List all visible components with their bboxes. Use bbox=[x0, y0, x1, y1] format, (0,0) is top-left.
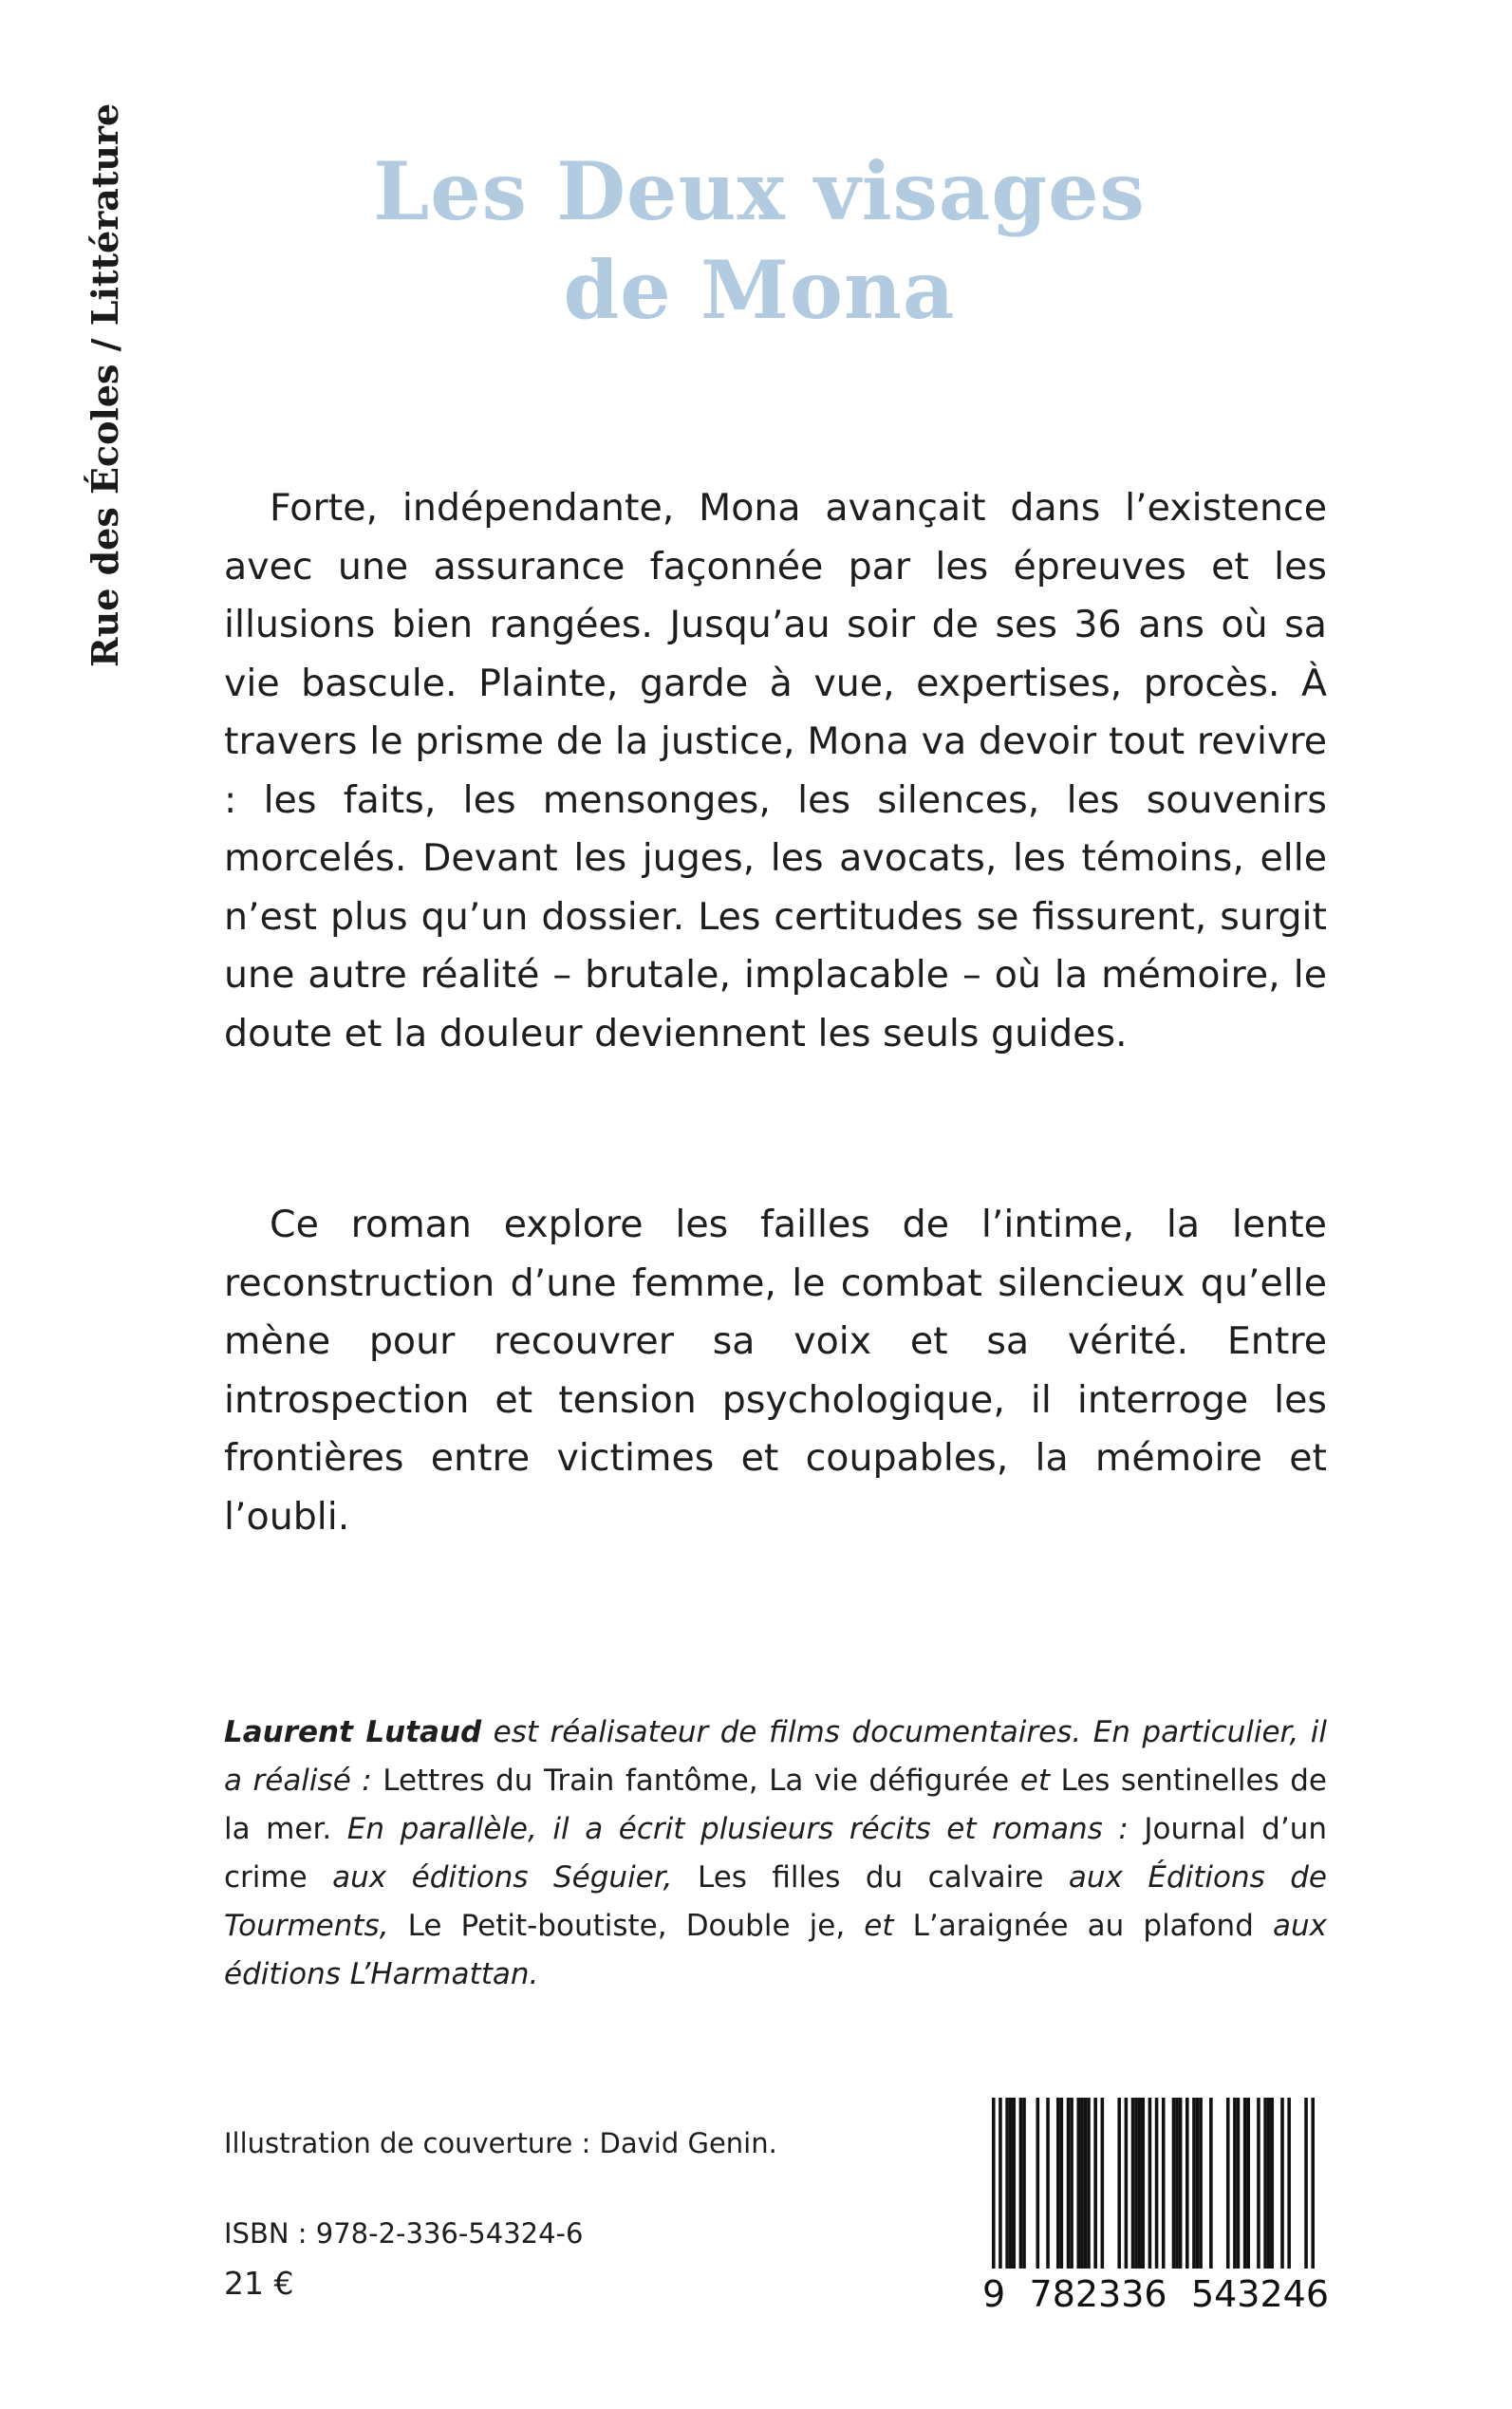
price: 21 € bbox=[224, 2265, 294, 2302]
barcode-bar bbox=[999, 2098, 1002, 2269]
barcode-bar bbox=[1125, 2098, 1129, 2269]
barcode-bar bbox=[1257, 2098, 1260, 2269]
author-bio bbox=[224, 1709, 1327, 1999]
barcode-digit-group: 543246 bbox=[1190, 2273, 1329, 2315]
barcode-bar bbox=[1185, 2098, 1189, 2269]
barcode-bar bbox=[1046, 2098, 1050, 2269]
barcode-bar bbox=[1155, 2098, 1159, 2269]
synopsis-paragraph-2: Ce roman explore les failles de l’intime, la lente reconstruction d’une femme, le combat silencieux qu’elle mène pour recouvrer sa voix et sa vérité. Entre introspection et tension psychologique, il interroge les frontières entre victimes et coupables, la mémoire et l’oubli. bbox=[224, 1203, 1327, 1539]
barcode-digits bbox=[982, 2273, 1329, 2315]
barcode-bar bbox=[1175, 2098, 1179, 2269]
barcode-bar bbox=[1280, 2098, 1284, 2269]
barcode-bar bbox=[1019, 2098, 1023, 2269]
barcode-bar bbox=[1138, 2098, 1142, 2269]
work-title: L’araignée au plafond bbox=[912, 1909, 1273, 1943]
collection-name: Rue des Écoles / Littérature bbox=[84, 103, 126, 667]
work-title: Les sentinelles de la mer. bbox=[224, 1764, 1327, 1846]
barcode-bar bbox=[1131, 2098, 1135, 2269]
author-name: Laurent Lutaud bbox=[224, 1715, 482, 1749]
isbn: ISBN : 978-2-336-54324-6 bbox=[224, 2217, 584, 2250]
illustration-credit: Illustration de couverture : David Genin. bbox=[224, 2127, 777, 2159]
barcode-bar bbox=[1226, 2098, 1230, 2269]
barcode-bar bbox=[1270, 2098, 1274, 2269]
barcode-bar bbox=[1263, 2098, 1267, 2269]
book-title bbox=[228, 142, 1291, 340]
barcode-bar bbox=[1134, 2098, 1138, 2269]
work-title: Lettres du Train fantôme, La vie défigurée bbox=[383, 1764, 1020, 1798]
author-bio-segment: est réalisateur de films documentaires. En particulier, il a réalisé : bbox=[224, 1715, 1327, 1798]
work-title: Les filles du calvaire bbox=[697, 1860, 1069, 1895]
barcode-bar bbox=[1060, 2098, 1064, 2269]
barcode-bar bbox=[1080, 2098, 1084, 2269]
barcode-bar bbox=[1084, 2098, 1088, 2269]
synopsis-paragraph-1: Forte, indépendante, Mona avançait dans l’existence avec une assurance façonnée par les épreuves et les illusions bien rangées. Jusqu’au soir de ses 36 ans où sa vie bascule. Plainte, garde à vue, expertises, procès. À travers le prisme de la justice, Mona va devoir tout revivre : les faits, les mensonges, les silences, les souvenirs morcelés. Devant les juges, les avocats, les témoins, elle n’est plus qu’un dossier. Les certitudes se fissurent, surgit une autre réalité – brutale, implacable – où la mémoire, le doute et la douleur deviennent les seuls guides. bbox=[224, 486, 1327, 1055]
author-bio-segment: et bbox=[864, 1909, 913, 1943]
barcode-bar bbox=[1233, 2098, 1237, 2269]
barcode-bar bbox=[1101, 2098, 1105, 2269]
barcode-bar bbox=[1036, 2098, 1040, 2269]
barcode-bar bbox=[1209, 2098, 1213, 2269]
barcode-bar bbox=[1287, 2098, 1291, 2269]
barcode-bar bbox=[1267, 2098, 1271, 2269]
barcode-bar bbox=[992, 2098, 996, 2269]
barcode-bar bbox=[1246, 2098, 1250, 2269]
barcode-digit-group: 9 bbox=[982, 2273, 1006, 2315]
barcode-bar bbox=[1117, 2098, 1121, 2269]
author-bio-segment: et bbox=[1019, 1764, 1061, 1798]
work-title: Le Petit-boutiste, Double je, bbox=[407, 1909, 865, 1943]
author-bio-segment: En parallèle, il a écrit plusieurs récits et romans : bbox=[346, 1812, 1145, 1846]
book-title-line-2: de Mona bbox=[563, 243, 956, 337]
barcode-bar bbox=[1237, 2098, 1241, 2269]
barcode-bar bbox=[1311, 2098, 1315, 2269]
barcode-bar bbox=[1067, 2098, 1071, 2269]
barcode-bar bbox=[1093, 2098, 1097, 2269]
author-bio-segment: aux éditions L’Harmattan. bbox=[224, 1909, 1327, 1991]
barcode-bar bbox=[1076, 2098, 1080, 2269]
barcode-bar bbox=[1196, 2098, 1200, 2269]
work-title: Journal d’un crime bbox=[224, 1812, 1327, 1895]
barcode-bars bbox=[992, 2098, 1315, 2269]
author-bio-segment: aux éditions Séguier, bbox=[332, 1860, 698, 1895]
barcode-bar bbox=[1243, 2098, 1247, 2269]
book-title-line-1: Les Deux visages bbox=[373, 144, 1146, 238]
barcode-bar bbox=[1056, 2098, 1060, 2269]
barcode-bar bbox=[1179, 2098, 1183, 2269]
barcode-digit-group: 782336 bbox=[1029, 2273, 1167, 2315]
barcode-bar bbox=[1005, 2098, 1009, 2269]
barcode-bar bbox=[1012, 2098, 1016, 2269]
barcode bbox=[982, 2088, 1329, 2325]
spine-collection bbox=[49, 104, 125, 685]
barcode-bar bbox=[1009, 2098, 1013, 2269]
barcode-bar bbox=[1199, 2098, 1203, 2269]
barcode-bar bbox=[1141, 2098, 1145, 2269]
barcode-bar bbox=[1022, 2098, 1026, 2269]
barcode-bar bbox=[1304, 2098, 1308, 2269]
barcode-bar bbox=[1087, 2098, 1091, 2269]
barcode-bar bbox=[1148, 2098, 1152, 2269]
barcode-bar bbox=[1162, 2098, 1166, 2269]
barcode-bar bbox=[1192, 2098, 1196, 2269]
author-bio-segment: aux Éditions de Tourments, bbox=[224, 1860, 1327, 1943]
barcode-bar bbox=[1070, 2098, 1073, 2269]
barcode-bar bbox=[1172, 2098, 1176, 2269]
